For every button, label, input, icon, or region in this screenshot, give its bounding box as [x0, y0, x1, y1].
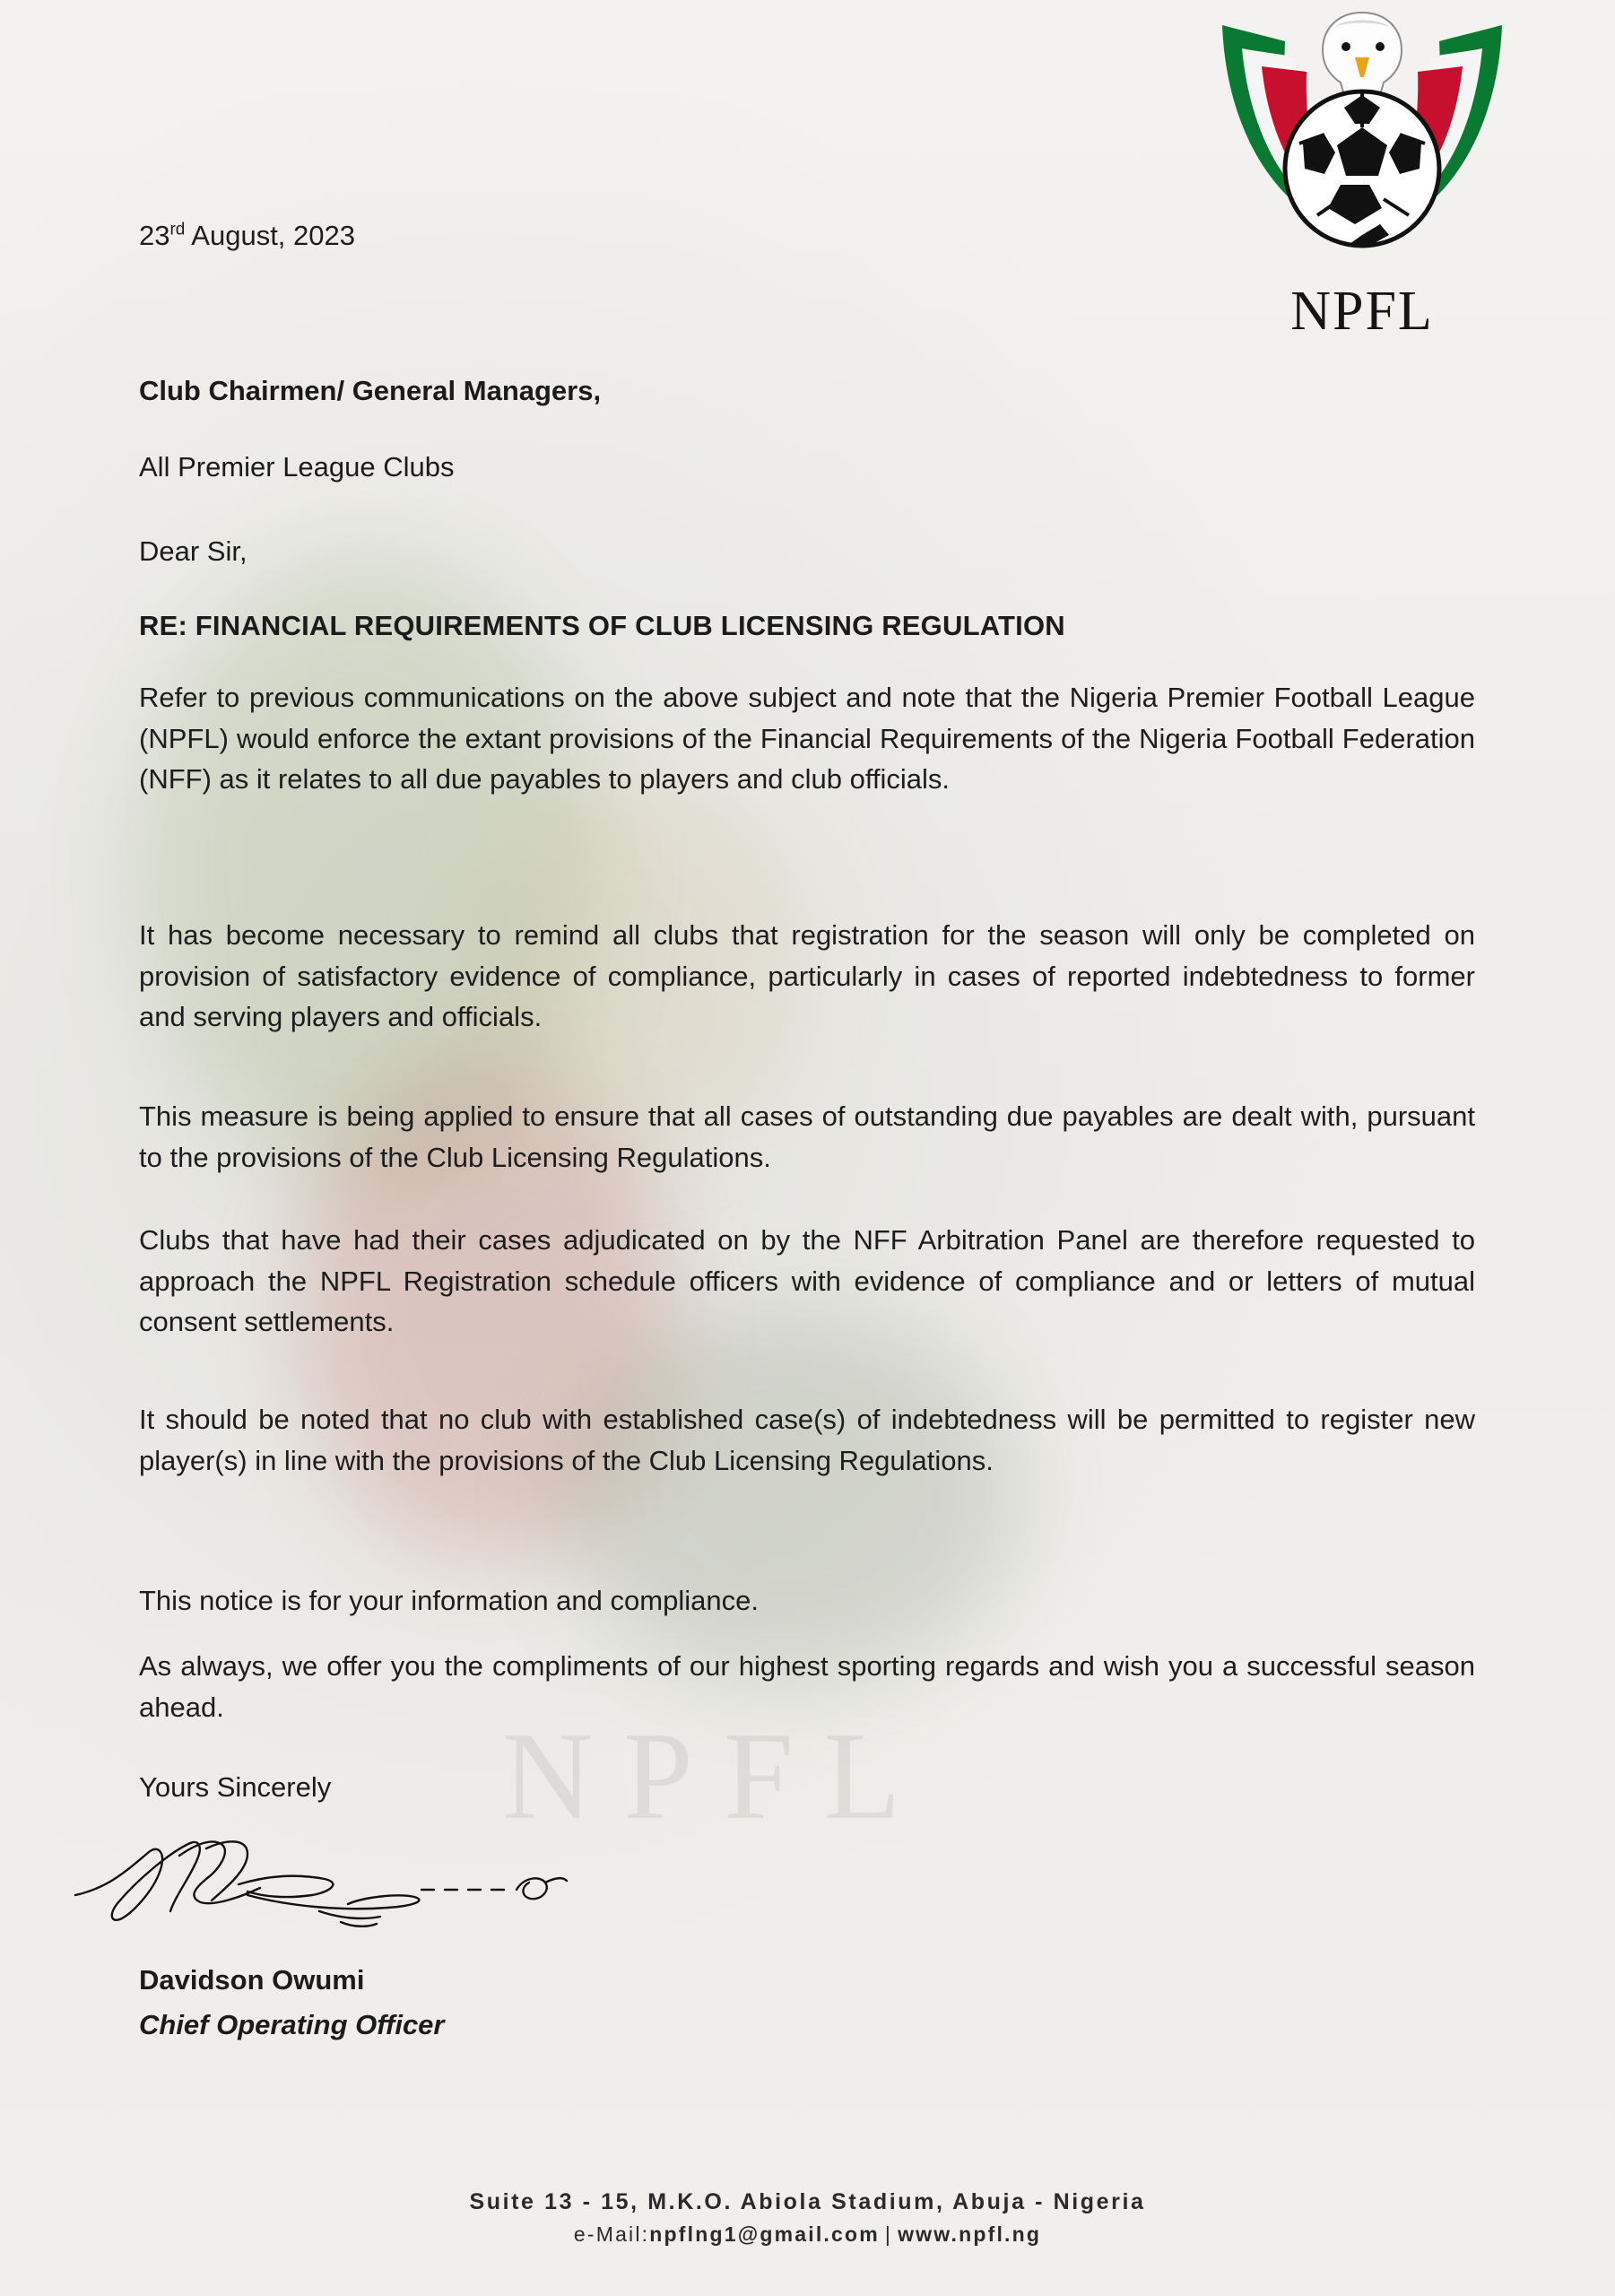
paragraph: It should be noted that no club with established case(s) of indebtedness will be permitted to register new player(s) in line with the provisions of the Club Licensing Regulations. [139, 1404, 1475, 1476]
signature-image [72, 1825, 682, 1951]
background-blotch [556, 1309, 1022, 1686]
recipient-title: Club Chairmen/ General Managers, [139, 375, 602, 406]
footer-contacts [0, 2222, 1615, 2247]
letter-footer [0, 2189, 1615, 2247]
page-watermark: NPFL [502, 1707, 932, 1846]
npfl-crest-icon [1210, 9, 1515, 296]
logo-wordmark: NPFL [1290, 281, 1434, 342]
footer-address: Suite 13 - 15, M.K.O. Abiola Stadium, Abuja - Nigeria [469, 2189, 1146, 2214]
npfl-logo [1210, 9, 1515, 359]
letter-date [139, 220, 355, 252]
footer-website[interactable]: www.npfl.ng [898, 2222, 1042, 2246]
paragraph: This notice is for your information and compliance. [139, 1585, 759, 1616]
letter-subject: RE: FINANCIAL REQUIREMENTS OF CLUB LICENSING REGULATION [139, 610, 1065, 641]
paragraph: Refer to previous communications on the above subject and note that the Nigeria Premier Football League (NPFL) would enforce the extant provisions of the Financial Requirements of the Nigeria Football Federation (NFF) as it relates to all due payables to players and club officials. [139, 682, 1475, 796]
paragraph: As always, we offer you the compliments of our highest sporting regards and wish you a successful season ahead. [139, 1650, 1475, 1723]
paragraph: This measure is being applied to ensure that all cases of outstanding due payables are dealt with, pursuant to the provisions of the Club Licensing Regulations. [139, 1100, 1475, 1173]
date-day: 23 [139, 220, 170, 251]
footer-email[interactable]: npflng1@gmail.com [649, 2222, 880, 2246]
footer-separator: | [884, 2222, 893, 2246]
recipient-organisation: All Premier League Clubs [139, 451, 455, 483]
date-rest: August, 2023 [185, 220, 355, 251]
eagle-head-icon [1323, 13, 1402, 95]
sign-off: Yours Sincerely [139, 1771, 332, 1803]
date-ordinal: rd [169, 220, 186, 239]
footer-email-label: e-Mail: [573, 2222, 650, 2246]
greeting: Dear Sir, [139, 535, 247, 567]
signatory-title: Chief Operating Officer [139, 2009, 445, 2040]
signatory-name: Davidson Owumi [139, 1964, 365, 1996]
paragraph: It has become necessary to remind all clubs that registration for the season will only be completed on provision of satisfactory evidence of compliance, particularly in cases of reported indebtedness to former and serving players and officials. [139, 919, 1475, 1033]
paragraph: Clubs that have had their cases adjudicated on by the NFF Arbitration Panel are therefore requested to approach the NPFL Registration schedule officers with evidence of compliance and or letters of mutual consent settlements. [139, 1224, 1475, 1338]
